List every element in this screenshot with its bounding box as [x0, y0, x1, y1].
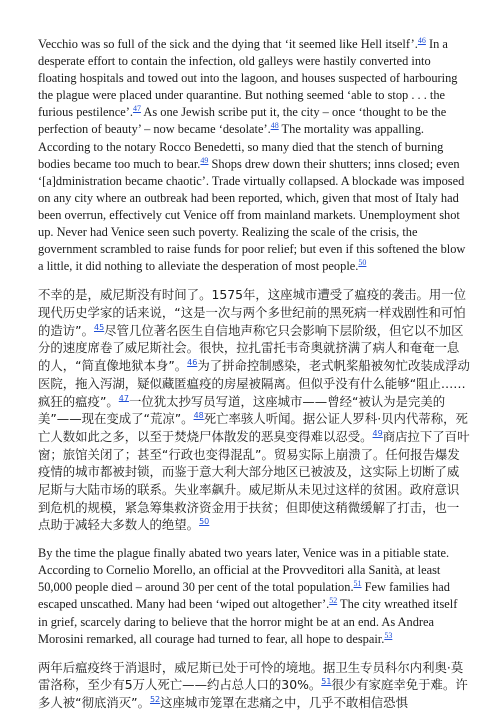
footnote-link-45[interactable]: 45 — [93, 322, 105, 332]
footnote-ref-sup — [271, 121, 279, 130]
footnote-ref-sup — [194, 411, 204, 420]
paragraph-en-2 — [38, 545, 470, 648]
footnote-link-51[interactable]: 51 — [353, 579, 362, 589]
footnote-link-47[interactable]: 47 — [132, 104, 141, 114]
text-run: The mortality was appalling. According to the notary Rocco Benedetti, so many died that the stench of burning bodies became too much to bear. — [38, 122, 444, 171]
footnote-link-47[interactable]: 47 — [118, 393, 129, 403]
text-run: 尽管几位著名医生自信地声称它只会影响下层阶级，但它以不加区分的速度席卷了威尼斯社会。很快，拉扎雷托韦奇奥就挤满了病人和奄奄一息的人，“简直像地狱本身”。 — [38, 322, 464, 374]
paragraph-zh-2 — [38, 659, 470, 712]
text-run: By the time the plague finally abated two years later, Venice was in a pitiable state. According to Cornelio Morello, an official at the Provveditori alla Sanità, at least 50,000 people died – around 30 per cent of the total population. — [38, 546, 450, 595]
footnote-link-46[interactable]: 46 — [187, 358, 198, 367]
text-run: 死亡率骇人听闻。据公证人罗科·贝内代蒂称，死亡人数如此之多，以至于焚烧尸体散发的恶臭变得难以忍受。 — [38, 411, 468, 444]
footnote-link-49[interactable]: 49 — [372, 428, 383, 438]
text-run: Vecchio was so full of the sick and the dying that ‘it seemed like Hell itself’. — [38, 37, 418, 51]
footnote-ref-sup — [199, 517, 209, 526]
footnote-link-49[interactable]: 49 — [200, 155, 209, 165]
text-run: 一位犹太抄写员写道，这座城市——曾经“被认为是完美的美”——现在变成了“荒凉”。 — [38, 393, 446, 427]
text-run: In a desperate effort to contain the infection, old galleys were hastily converted into floating hospitals and towed out into the lagoon, and houses suspected of harbouring the plague were placed under quarantine. But nothing seemed ‘able to stop . . . the furious pestilence’. — [38, 37, 458, 120]
footnote-ref-sup — [133, 104, 141, 113]
text-run: Shops drew down their shutters; inns closed; even ‘[a]dministration became chaotic’. Trade virtually collapsed. A blockade was imposed on any city where an outbreak had been reported, which, given that most of Italy had been overrun, effectively cut Venice off from mainland markets. Unemployment shot up. Never had Venice seen such poverty. Realizing the scale of the crisis, the government scrambled to raise funds for poor relief; but even if this softened the blow a little, it did nothing to alleviate the desperation of most people. — [38, 156, 466, 274]
text-run: 商店拉下了百叶窗；旅馆关闭了；甚至“行政也变得混乱”。贸易实际上崩溃了。任何报告爆发疫情的城市都被封锁，而鉴于意大利大部分地区已被波及，这实际上切断了威尼斯与大陆市场的联系。失业率飙升。威尼斯从未见过这样的贫困。政府意识到危机的规模，紧急筹集救济资金用于扶贫；但即使这稍微缓解了打击，也一点助于减轻大多数人的绝望。 — [38, 428, 470, 533]
text-run: 这座城市笼罩在悲痛之中，几乎不敢相信恐惧 — [160, 695, 408, 711]
footnote-ref-sup — [329, 596, 337, 605]
footnote-ref-sup — [384, 631, 392, 640]
footnote-link-48[interactable]: 48 — [270, 121, 279, 131]
footnote-ref-sup — [150, 695, 160, 704]
footnote-ref-sup — [94, 323, 104, 332]
text-run: 不幸的是，威尼斯没有时间了。1575年，这座城市遭受了瘟疫的袭击。用一位现代历史学家的话来说，“这是一次与两个多世纪前的黑死病一样戏剧性和可怕的造访”。 — [38, 287, 467, 338]
text-run: 为了拼命控制感染，老式帆桨船被匆忙改装成浮动医院，拖入泻湖，疑似藏匿瘟疫的房屋被隔离。但似乎没有什么能够“阻止……疯狂的瘟疫”。 — [38, 358, 470, 409]
footnote-link-50[interactable]: 50 — [199, 517, 210, 527]
text-run: The city wreathed itself in grief, scarcely daring to believe that the horror might be at an end. As Andrea Morosini remarked, all courage had turned to fear, all hope to despair. — [38, 597, 458, 646]
footnote-link-52[interactable]: 52 — [329, 596, 338, 606]
paragraph-en-1 — [38, 36, 470, 275]
footnote-ref-sup — [373, 429, 383, 438]
footnote-link-52[interactable]: 52 — [149, 695, 161, 704]
footnote-ref-sup — [321, 677, 331, 686]
text-run: As one Jewish scribe put it, the city – once ‘thought to be the perfection of beauty’ – now became ‘desolate’. — [38, 105, 447, 137]
footnote-link-50[interactable]: 50 — [358, 258, 367, 268]
footnote-link-48[interactable]: 48 — [193, 411, 204, 421]
text-run: Few families had escaped unscathed. Many had been ‘wiped out altogether’. — [38, 580, 450, 612]
footnote-link-51[interactable]: 51 — [321, 677, 332, 687]
paragraph-zh-1 — [38, 286, 470, 534]
text-run: 很少有家庭幸免于难。许多人被“彻底消灭”。 — [38, 677, 468, 711]
footnote-link-46[interactable]: 46 — [417, 35, 426, 45]
footnote-ref-sup — [358, 258, 366, 267]
footnote-ref-sup — [119, 393, 129, 402]
text-run: 两年后瘟疫终于消退时，威尼斯已处于可怜的境地。据卫生专员科尔内利奥·莫雷洛称，至少有5万人死亡——约占总人口的30%。 — [38, 659, 464, 693]
footnote-ref-sup — [354, 579, 362, 588]
footnote-link-53[interactable]: 53 — [384, 630, 393, 640]
footnote-ref-sup — [418, 36, 426, 45]
footnote-ref-sup — [187, 358, 197, 367]
